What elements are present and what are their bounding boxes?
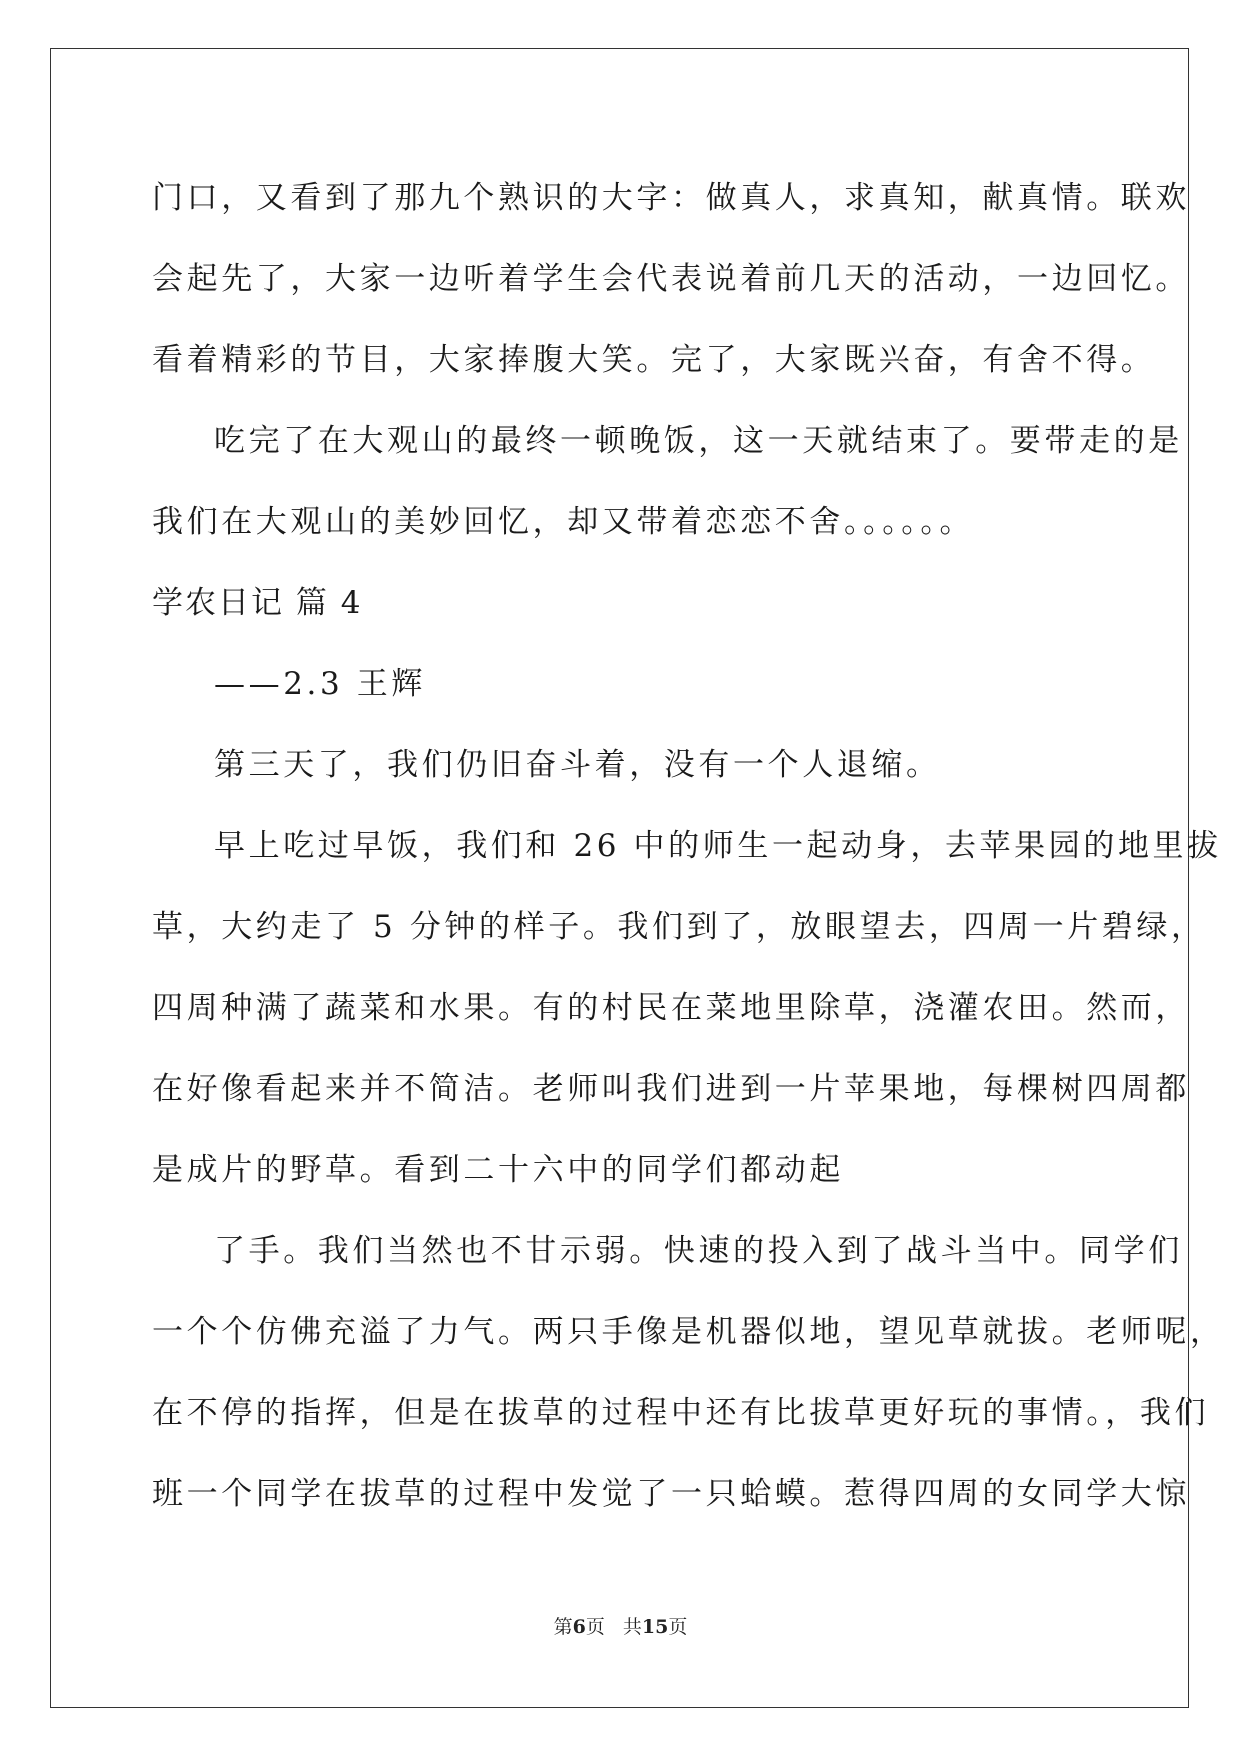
current-page-number: 6	[572, 1616, 586, 1638]
paragraph-line: 班一个同学在拔草的过程中发觉了一只蛤蟆。惹得四周的女同学大惊	[152, 1476, 1190, 1512]
page-footer	[0, 1612, 1241, 1639]
footer-page-suffix: 页	[585, 1616, 605, 1638]
footer-total-suffix: 页	[668, 1616, 688, 1638]
footer-prefix: 第	[553, 1616, 573, 1638]
paragraph-line: 一个个仿佛充溢了力气。两只手像是机器似地，望见草就拔。老师呢，	[152, 1314, 1225, 1350]
paragraph-line: 是成片的野草。看到二十六中的同学们都动起	[152, 1152, 844, 1188]
section-heading: 学农日记 篇 4	[152, 585, 363, 621]
document-body	[152, 158, 1225, 1535]
paragraph-line: 草，大约走了 5 分钟的样子。我们到了，放眼望去，四周一片碧绿，	[152, 909, 1206, 945]
paragraph-line: 吃完了在大观山的最终一顿晚饭，这一天就结束了。要带走的是	[214, 423, 1183, 459]
paragraph-line: 第三天了，我们仍旧奋斗着，没有一个人退缩。	[214, 747, 941, 783]
total-pages-number: 15	[641, 1616, 669, 1638]
paragraph-line: 早上吃过早饭，我们和 26 中的师生一起动身，去苹果园的地里拔	[214, 828, 1222, 864]
paragraph-line: 在好像看起来并不简洁。老师叫我们进到一片苹果地，每棵树四周都	[152, 1071, 1190, 1107]
author-line: ——2.3 王辉	[214, 666, 426, 702]
footer-total-prefix: 共	[622, 1616, 642, 1638]
paragraph-line: 了手。我们当然也不甘示弱。快速的投入到了战斗当中。同学们	[214, 1233, 1183, 1269]
paragraph-line: 在不停的指挥，但是在拔草的过程中还有比拔草更好玩的事情。，我们	[152, 1395, 1210, 1431]
paragraph-line: 四周种满了蔬菜和水果。有的村民在菜地里除草，浇灌农田。然而，	[152, 990, 1190, 1026]
paragraph-line: 门口，又看到了那九个熟识的大字：做真人，求真知，献真情。联欢	[152, 180, 1190, 216]
paragraph-line: 看着精彩的节目，大家捧腹大笑。完了，大家既兴奋，有舍不得。	[152, 342, 1156, 378]
paragraph-line: 我们在大观山的美妙回忆，却又带着恋恋不舍。。。。。。	[152, 504, 975, 540]
paragraph-line: 会起先了，大家一边听着学生会代表说着前几天的活动，一边回忆。	[152, 261, 1190, 297]
